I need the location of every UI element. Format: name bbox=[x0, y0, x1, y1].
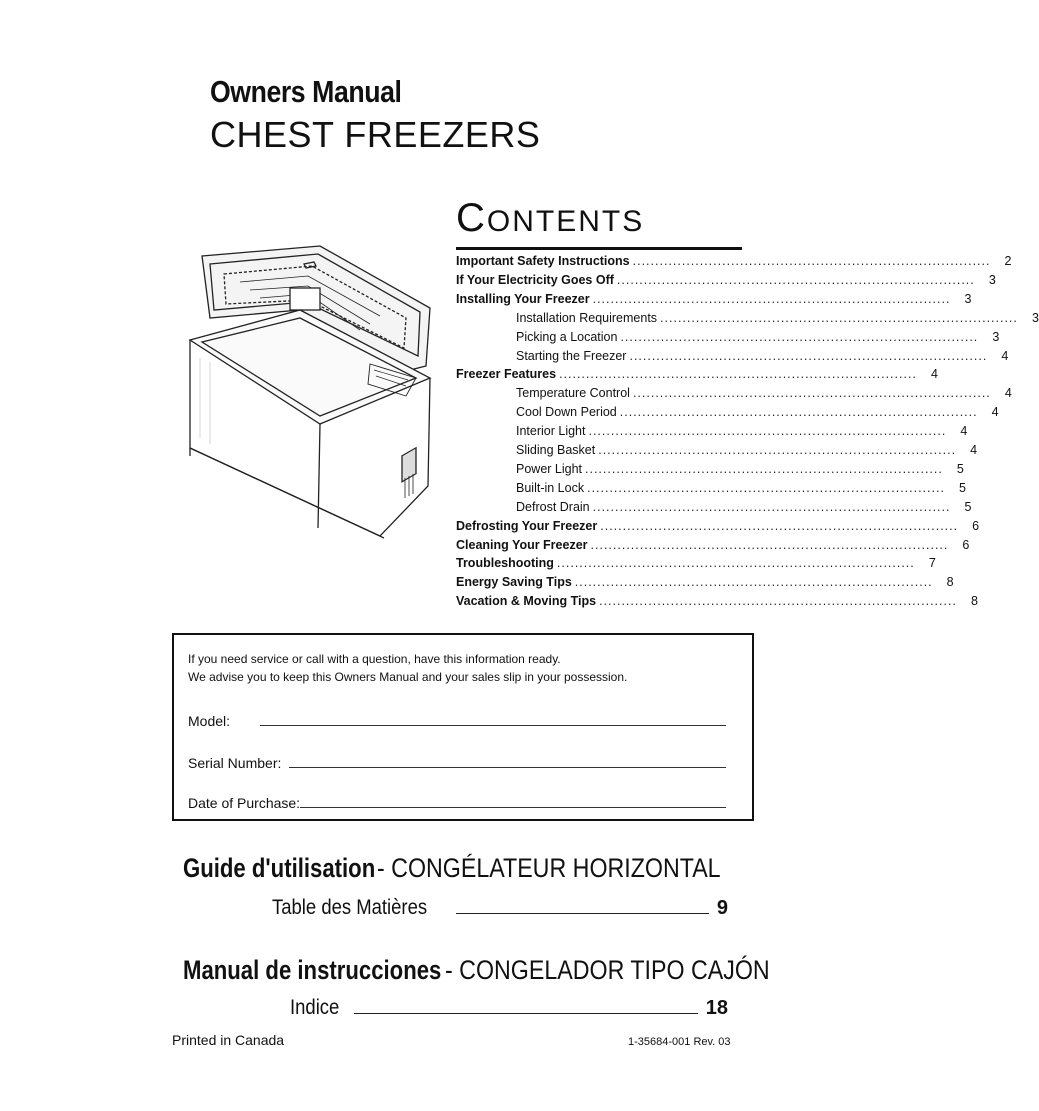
french-guide-title: Guide d'utilisation bbox=[183, 853, 376, 883]
toc-leader-dots: ................................................................................ bbox=[632, 386, 991, 401]
serial-number-label: Serial Number: bbox=[188, 755, 282, 771]
toc-item-label: Freezer Features bbox=[456, 367, 557, 382]
toc-item-label: Energy Saving Tips bbox=[456, 575, 572, 590]
toc-item-page: 7 bbox=[928, 556, 936, 571]
toc-item-page: 5 bbox=[956, 461, 964, 476]
french-guide-subtitle: - CONGÉLATEUR HORIZONTAL bbox=[377, 853, 721, 883]
model-label: Model: bbox=[188, 713, 231, 729]
spanish-manual-subtitle: - CONGELADOR TIPO CAJÓN bbox=[445, 955, 770, 985]
toc-leader-dots: ................................................................................ bbox=[600, 518, 959, 533]
toc-item-label: Troubleshooting bbox=[456, 556, 554, 571]
model-field[interactable] bbox=[188, 709, 726, 729]
toc-item bbox=[456, 594, 978, 612]
toc-leader-dots: ................................................................................ bbox=[556, 556, 915, 571]
printed-in-canada: Printed in Canada bbox=[172, 1032, 285, 1048]
toc-leader-dots: ................................................................................ bbox=[599, 594, 957, 609]
toc-item-page: 8 bbox=[946, 575, 954, 590]
toc-item-page: 4 bbox=[1004, 386, 1012, 401]
toc-leader-dots: ................................................................................ bbox=[619, 405, 978, 420]
toc-leader-dots: ................................................................................ bbox=[588, 424, 947, 439]
toc-item bbox=[456, 518, 980, 537]
toc-leader-dots: ................................................................................ bbox=[592, 499, 951, 514]
toc-item-label: Built-in Lock bbox=[516, 480, 585, 495]
toc-item-label: Picking a Location bbox=[516, 329, 618, 344]
toc-item-label: Temperature Control bbox=[516, 386, 630, 401]
table-of-contents bbox=[456, 254, 1039, 614]
toc-item-page: 6 bbox=[962, 537, 970, 552]
info-line-2: We advise you to keep this Owners Manual and your sales slip in your possession. bbox=[188, 670, 628, 684]
toc-leader-dots: ................................................................................ bbox=[660, 310, 1018, 325]
toc-item-page: 3 bbox=[992, 329, 1000, 344]
toc-item-page: 5 bbox=[964, 499, 972, 514]
serial-number-field[interactable] bbox=[188, 751, 726, 771]
spanish-toc-label: Indice bbox=[290, 996, 340, 1019]
toc-item-page: 4 bbox=[930, 367, 938, 382]
toc-leader-dots: ................................................................................ bbox=[587, 480, 945, 495]
chest-freezer-illustration bbox=[180, 238, 440, 538]
spanish-manual-title: Manual de instrucciones bbox=[183, 955, 442, 985]
toc-item bbox=[456, 348, 1009, 367]
toc-item bbox=[456, 405, 999, 423]
toc-item-label: Installation Requirements bbox=[516, 310, 658, 325]
model-line[interactable] bbox=[260, 724, 726, 726]
spanish-toc-leader bbox=[354, 1013, 698, 1014]
toc-leader-dots: ................................................................................ bbox=[620, 329, 979, 344]
toc-leader-dots: ................................................................................ bbox=[598, 443, 957, 457]
serial-number-line[interactable] bbox=[289, 766, 726, 768]
toc-item-page: 4 bbox=[970, 443, 978, 457]
toc-item-label: Important Safety Instructions bbox=[456, 254, 630, 268]
toc-item bbox=[456, 480, 966, 499]
product-title: CHEST FREEZERS bbox=[210, 114, 541, 155]
toc-item bbox=[456, 367, 938, 385]
contents-heading: CONTENTS bbox=[456, 196, 645, 240]
date-of-purchase-field[interactable] bbox=[188, 791, 726, 811]
toc-leader-dots: ................................................................................ bbox=[574, 575, 933, 590]
toc-item-label: Vacation & Moving Tips bbox=[456, 594, 597, 609]
toc-item bbox=[456, 556, 936, 574]
toc-leader-dots: ................................................................................ bbox=[585, 461, 943, 476]
toc-leader-dots: ................................................................................ bbox=[632, 254, 991, 268]
toc-item-label: If Your Electricity Goes Off bbox=[456, 272, 614, 287]
date-of-purchase-line[interactable] bbox=[300, 806, 726, 808]
toc-item-label: Installing Your Freezer bbox=[456, 291, 590, 306]
toc-item bbox=[456, 499, 972, 518]
spanish-toc-page: 18 bbox=[705, 997, 728, 1019]
toc-item-label: Defrost Drain bbox=[516, 499, 590, 514]
date-of-purchase-label: Date of Purchase: bbox=[188, 795, 301, 811]
toc-item bbox=[456, 575, 954, 593]
toc-item-page: 5 bbox=[958, 480, 966, 495]
toc-item-label: Defrosting Your Freezer bbox=[456, 518, 598, 533]
french-toc-leader bbox=[456, 913, 709, 914]
toc-item bbox=[456, 254, 1012, 272]
toc-item bbox=[456, 291, 972, 310]
french-toc-entry bbox=[272, 890, 728, 920]
part-number: 1-35684-001 Rev. 03 bbox=[628, 1036, 731, 1048]
toc-item-page: 3 bbox=[1031, 310, 1039, 325]
toc-leader-dots: ................................................................................ bbox=[629, 348, 988, 363]
toc-leader-dots: ................................................................................ bbox=[616, 272, 975, 287]
toc-item-page: 2 bbox=[1004, 254, 1012, 268]
french-toc-page: 9 bbox=[716, 897, 728, 919]
toc-item bbox=[456, 310, 1039, 329]
toc-item-label: Sliding Basket bbox=[516, 443, 596, 457]
toc-item-page: 6 bbox=[972, 518, 980, 533]
toc-item bbox=[456, 443, 978, 461]
toc-item-label: Cool Down Period bbox=[516, 405, 617, 420]
info-line-1: If you need service or call with a question, have this information ready. bbox=[188, 652, 561, 666]
toc-item-label: Power Light bbox=[516, 461, 583, 476]
toc-item-label: Cleaning Your Freezer bbox=[456, 537, 588, 552]
toc-item-page: 4 bbox=[960, 424, 968, 439]
french-toc-label: Table des Matières bbox=[272, 896, 428, 919]
toc-item-label: Interior Light bbox=[516, 424, 586, 439]
toc-item-page: 3 bbox=[964, 291, 972, 306]
toc-leader-dots: ................................................................................ bbox=[592, 291, 951, 306]
toc-item bbox=[456, 424, 968, 442]
toc-item bbox=[456, 386, 1012, 404]
service-info-box bbox=[172, 633, 754, 821]
toc-item-label: Starting the Freezer bbox=[516, 348, 627, 363]
toc-item bbox=[456, 272, 996, 291]
toc-item bbox=[456, 461, 964, 480]
toc-item-page: 8 bbox=[970, 594, 978, 609]
toc-item-page: 4 bbox=[1001, 348, 1009, 363]
contents-divider bbox=[456, 247, 742, 250]
toc-item-page: 4 bbox=[991, 405, 999, 420]
toc-leader-dots: ................................................................................ bbox=[559, 367, 917, 382]
manual-title: Owners Manual bbox=[210, 74, 402, 109]
toc-leader-dots: ................................................................................ bbox=[590, 537, 949, 552]
spanish-toc-entry bbox=[290, 990, 728, 1020]
toc-item bbox=[456, 537, 970, 556]
toc-item-page: 3 bbox=[988, 272, 996, 287]
toc-item bbox=[456, 329, 1000, 348]
